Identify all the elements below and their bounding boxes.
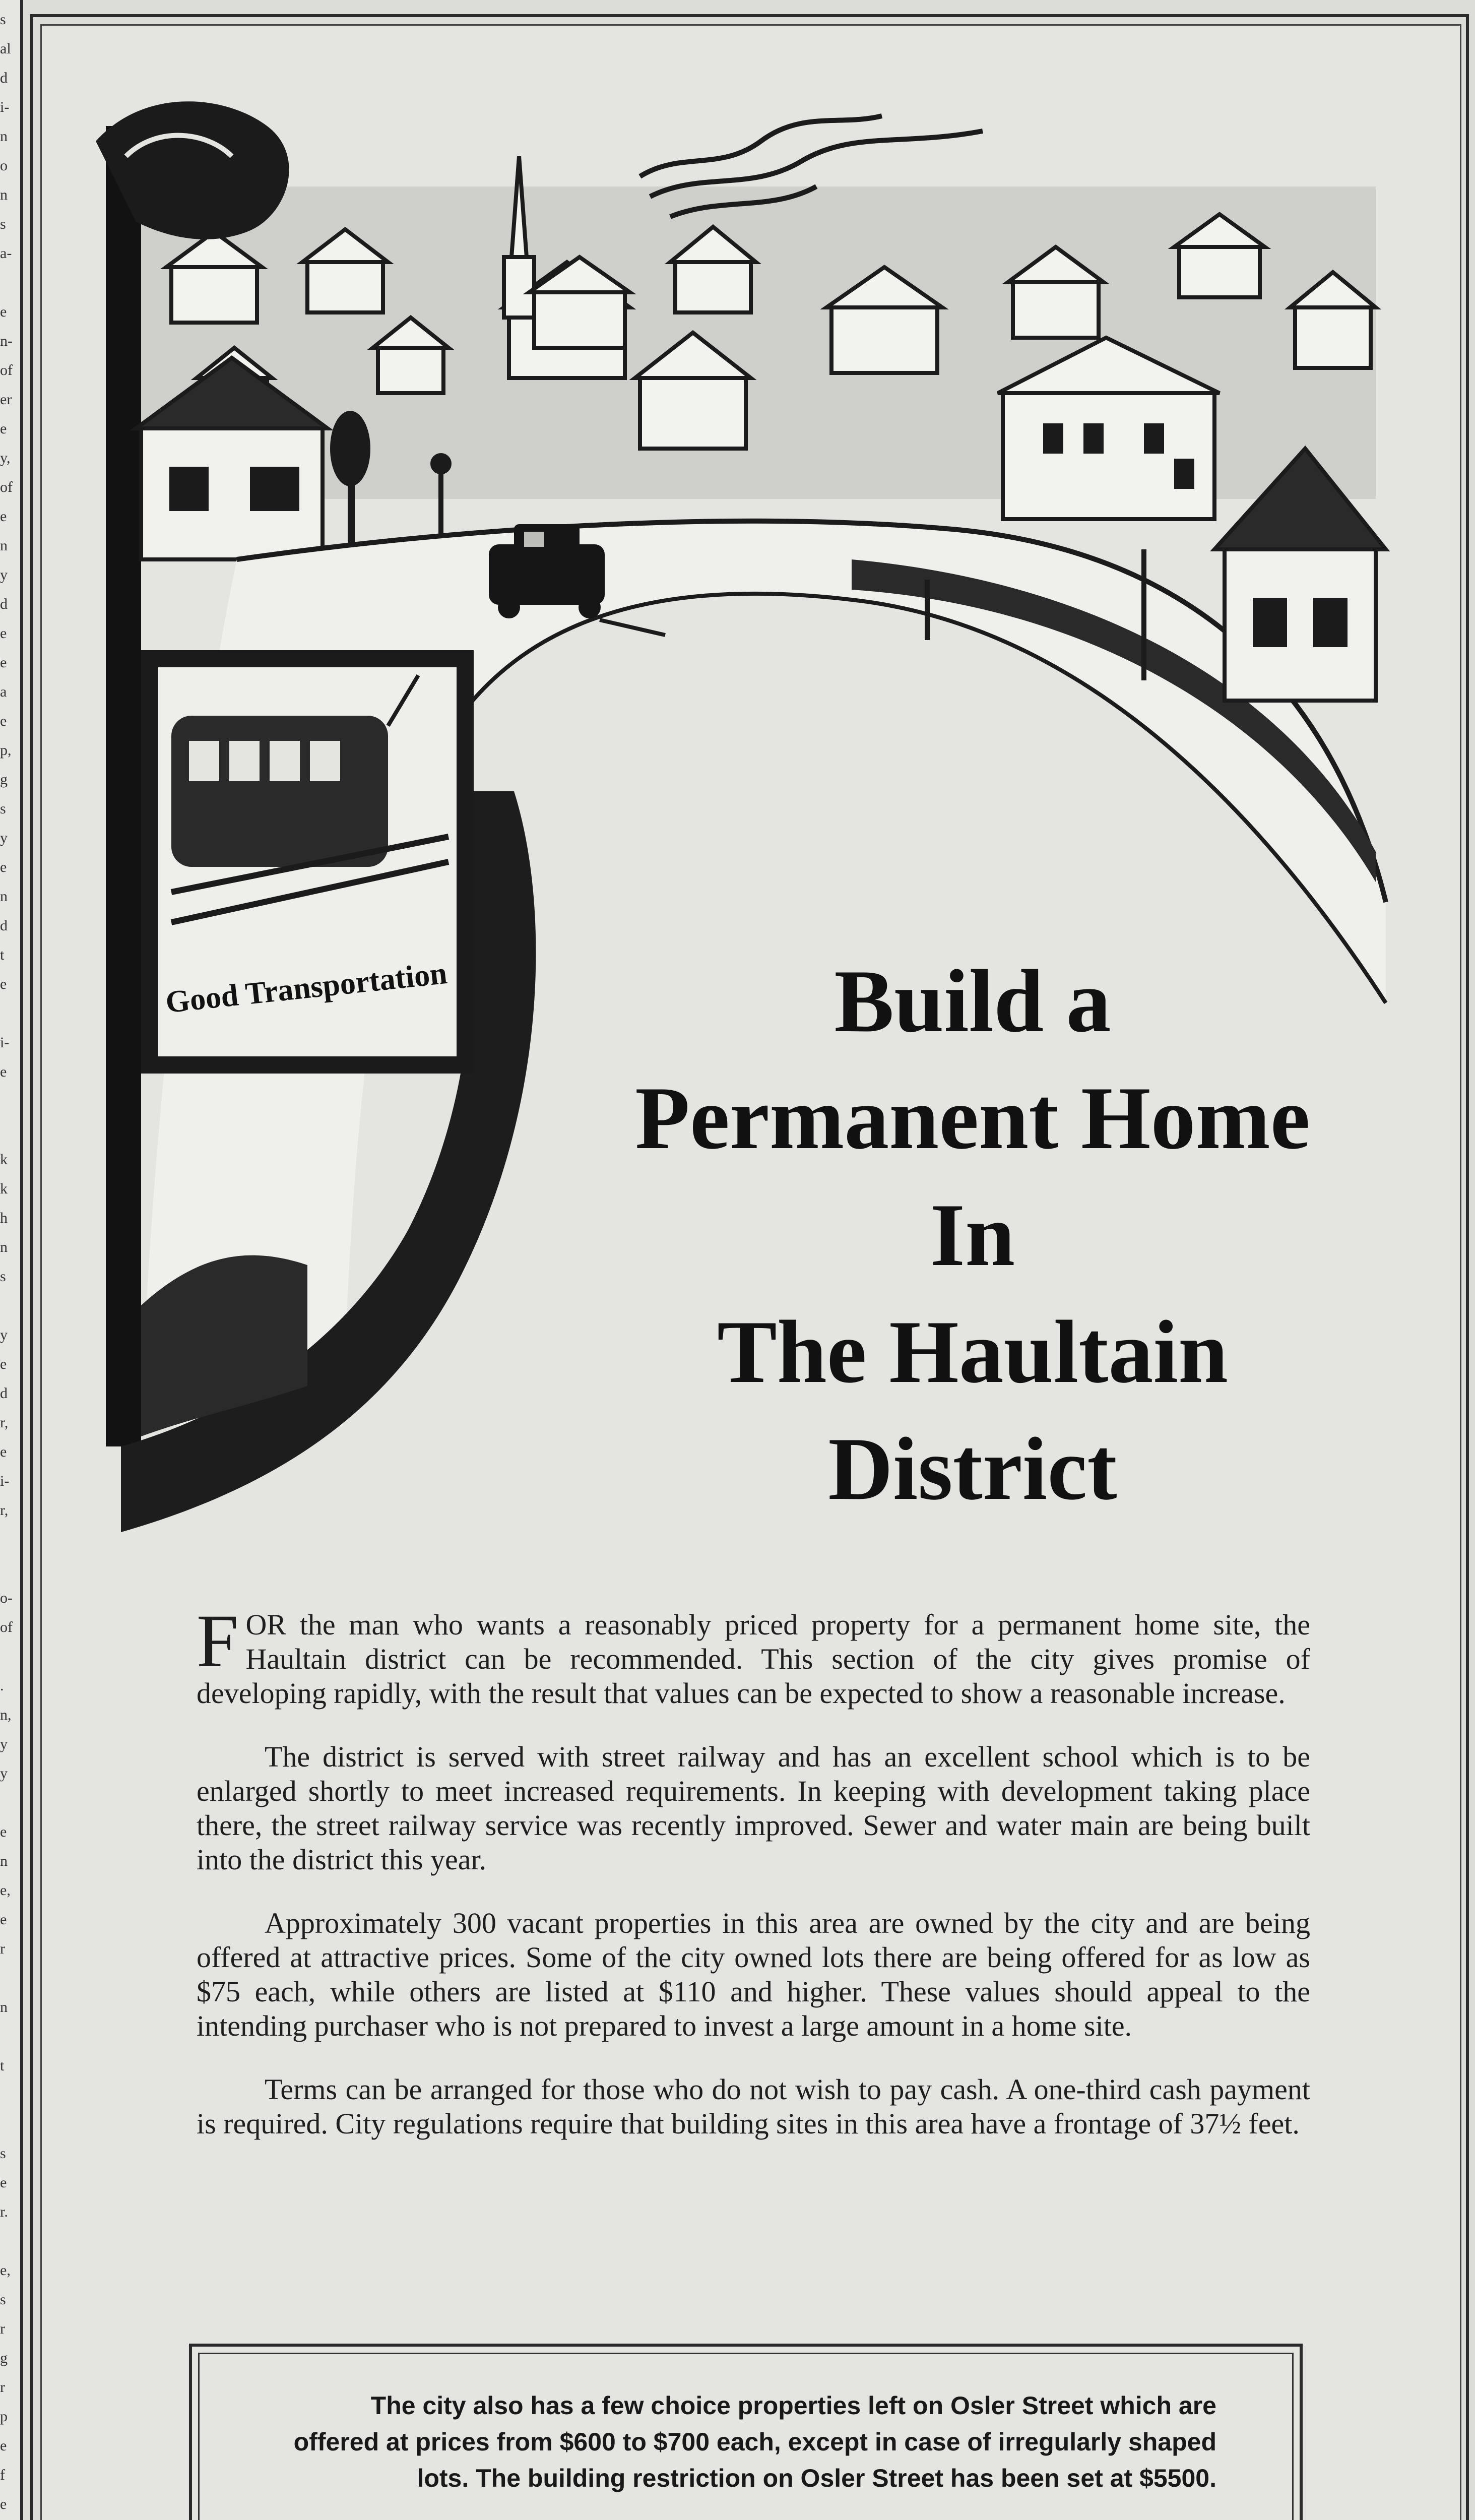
paragraph-prices: Approximately 300 vacant properties in this area are owned by the city and are being offered at attractive prices. Some of the city owned lots there are being offered for as low as $75 each, while others are listed at $110 and higher. These values should appeal to the intending purchaser who is not prepared to invest a large amount in a home site. (197, 1907, 1310, 2042)
notice-inner-border (198, 2353, 1294, 2520)
headline-line: In (930, 1185, 1015, 1285)
adjacent-column-fragments: s al d i- n o n s a- e n- of er e y, of e n y d e e a e p, g s y e n d t e i- e k k h n s y e d r, e i- r, o- of . n, y y e n e, e r n t s e r. e, s r g r p e f e (0, 0, 23, 2520)
notice-text: The city also has a few choice properties left on Osler Street which are offered at prices from $600 to $700 each, except in case of irregularly shaped lots. The building restriction on Osler Street has been set at $5500. (293, 2391, 1216, 2492)
transportation-sign (141, 650, 474, 1074)
headline-line: Permanent Home (635, 1068, 1310, 1168)
headline-line: Build a (834, 951, 1111, 1051)
paragraph-terms: Terms can be arranged for those who do not wish to pay cash. A one-third cash payment is required. City regulations require that building sites in this area have a frontage of 37½ feet. (197, 2073, 1310, 2140)
paragraph-text: OR the man who wants a reasonably priced property for a permanent home site, the Haultain district can be recommended. This section of the city gives promise of developing rapidly, with the result that values can be expected to show a reasonable increase. (197, 1608, 1310, 1710)
osler-street-notice-box (189, 2344, 1303, 2520)
headline (544, 942, 1401, 1527)
paragraph-intro (197, 1599, 1310, 1711)
paragraph-transit: The district is served with street railway and has an excellent school which is to be enlarged shortly to meet increased requirements. In keeping with development taking place there, the street railway service was recently improved. Sewer and water main are being built into the district this year. (197, 1740, 1310, 1876)
sign-text: Good Transportation (164, 956, 449, 1020)
body-copy (197, 1599, 1310, 2170)
drop-cap: F (197, 1599, 239, 1683)
headline-line: The Haultain (717, 1302, 1228, 1402)
headline-line: District (828, 1419, 1117, 1519)
